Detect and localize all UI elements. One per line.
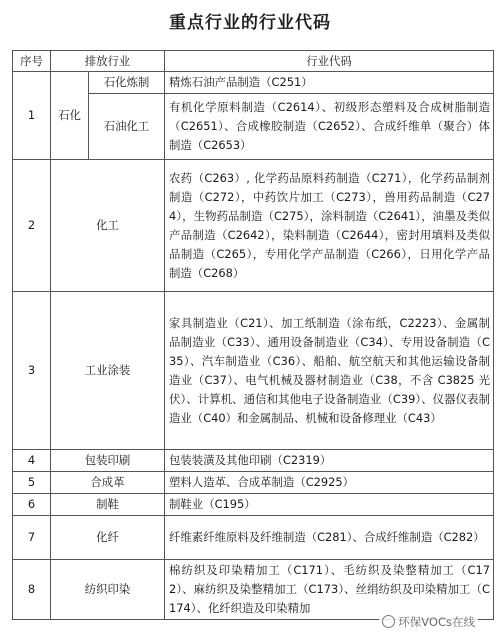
row-seq: 3	[13, 292, 51, 450]
table-row	[13, 560, 494, 620]
table-row	[13, 450, 494, 472]
row-code: 精炼石油产品制造（C251）	[165, 72, 494, 94]
row-industry: 工业涂装	[51, 292, 165, 450]
row-seq: 6	[13, 494, 51, 516]
table-row	[13, 292, 494, 450]
row-industry: 包装印刷	[51, 450, 165, 472]
watermark	[379, 614, 478, 630]
row-industry: 化工	[51, 160, 165, 292]
row-industry: 化纤	[51, 516, 165, 560]
industry-code-table	[12, 50, 494, 620]
row-code: 制鞋业（C195）	[165, 494, 494, 516]
row-code: 农药（C263）, 化学药品原料药制造（C271），化学药品制剂制造（C272），中药饮片加工（C273），兽用药品制造（C274），生物药品制造（C275），涂料制造（C2641），油墨及类似产品制造（C2642），染料制造（C2644），密封用填料及类似品制造（C265），专用化学产品制造（C266），日用化学产品制造（C268）	[165, 160, 494, 292]
header-industry: 排放行业	[51, 51, 165, 72]
row-seq: 2	[13, 160, 51, 292]
row-seq: 7	[13, 516, 51, 560]
row-industry: 石化	[51, 72, 89, 160]
header-code: 行业代码	[165, 51, 494, 72]
row-seq: 4	[13, 450, 51, 472]
row-seq: 1	[13, 72, 51, 160]
row-subindustry: 石油化工	[89, 94, 165, 160]
row-code: 纤维素纤维原料及纤维制造（C281）、合成纤维制造（C282）	[165, 516, 494, 560]
table-row	[13, 160, 494, 292]
table-row	[13, 72, 494, 94]
row-seq: 8	[13, 560, 51, 620]
table-row	[13, 494, 494, 516]
row-code: 塑料人造革、合成革制造（C2925）	[165, 472, 494, 494]
row-subindustry: 石化炼制	[89, 72, 165, 94]
table-row	[13, 516, 494, 560]
row-industry: 合成革	[51, 472, 165, 494]
watermark-text: 环保VOCs在线	[398, 615, 475, 629]
row-seq: 5	[13, 472, 51, 494]
row-code: 棉纺织及印染精加工（C171）、毛纺织及染整精加工（C172）、麻纺织及染整精加工（C173）、丝绢纺织及印染精加工（C174）、化纤织造及印染精加	[165, 560, 494, 620]
row-code: 有机化学原料制造（C2614）、初级形态塑料及合成树脂制造（C2651）、合成橡胶制造（C2652）、合成纤维单（聚合）体制造（C2653）	[165, 94, 494, 160]
table-header-row	[13, 51, 494, 72]
row-industry: 制鞋	[51, 494, 165, 516]
row-industry: 纺织印染	[51, 560, 165, 620]
wechat-icon	[382, 615, 395, 628]
page-title: 重点行业的行业代码	[169, 13, 331, 33]
row-code: 包装装潢及其他印刷（C2319）	[165, 450, 494, 472]
table-row	[13, 472, 494, 494]
header-seq: 序号	[13, 51, 51, 72]
row-code: 家具制造业（C21）、加工纸制造（涂布纸，C2223）、金属制品制造业（C33）、通用设备制造业（C34）、专用设备制造（C35）、汽车制造业（C36）、船舶、航空航天和其他运输设备制造业（C37）、电气机械及器材制造业（C38，不含 C3825 光伏）、计算机、通信和其他电子设备制造业（C39）、仪器仪表制造业（C40）和金属制品、机械和设备修理业（C43）	[165, 292, 494, 450]
